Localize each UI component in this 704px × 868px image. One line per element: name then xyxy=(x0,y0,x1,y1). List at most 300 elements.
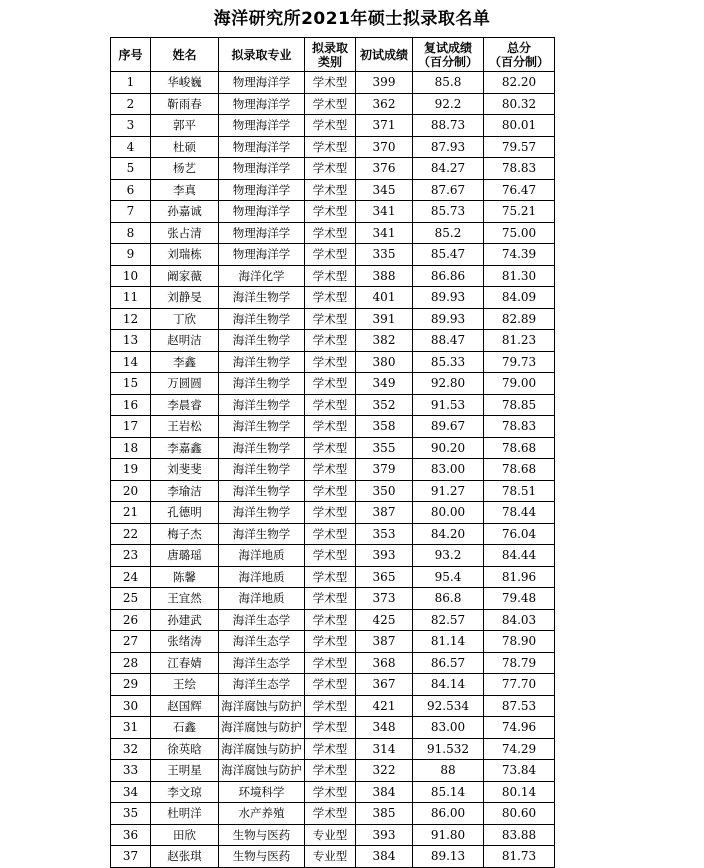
cell-initial-score: 384 xyxy=(356,846,413,868)
header-retest-score: 复试成绩 （百分制） xyxy=(413,38,484,72)
admission-table xyxy=(110,37,555,868)
table-row xyxy=(111,480,555,502)
cell-major: 海洋化学 xyxy=(219,265,305,287)
cell-type: 专业型 xyxy=(305,846,356,868)
cell-retest-score: 81.14 xyxy=(413,631,484,653)
cell-name: 刘静旻 xyxy=(151,287,219,309)
cell-type: 学术型 xyxy=(305,437,356,459)
cell-retest-score: 93.2 xyxy=(413,545,484,567)
cell-index: 33 xyxy=(111,760,151,782)
cell-retest-score: 91.53 xyxy=(413,394,484,416)
cell-type: 学术型 xyxy=(305,287,356,309)
cell-retest-score: 92.80 xyxy=(413,373,484,395)
cell-major: 海洋生物学 xyxy=(219,523,305,545)
cell-type: 学术型 xyxy=(305,308,356,330)
cell-index: 2 xyxy=(111,93,151,115)
cell-total-score: 84.03 xyxy=(484,609,555,631)
cell-index: 12 xyxy=(111,308,151,330)
cell-type: 学术型 xyxy=(305,179,356,201)
cell-initial-score: 367 xyxy=(356,674,413,696)
cell-type: 学术型 xyxy=(305,566,356,588)
cell-type: 学术型 xyxy=(305,717,356,739)
cell-name: 万圆圆 xyxy=(151,373,219,395)
cell-initial-score: 368 xyxy=(356,652,413,674)
cell-total-score: 79.00 xyxy=(484,373,555,395)
cell-major: 物理海洋学 xyxy=(219,115,305,137)
cell-major: 海洋生物学 xyxy=(219,416,305,438)
table-row xyxy=(111,72,555,94)
cell-major: 海洋生物学 xyxy=(219,502,305,524)
cell-name: 刘斐斐 xyxy=(151,459,219,481)
table-row xyxy=(111,158,555,180)
cell-initial-score: 382 xyxy=(356,330,413,352)
cell-retest-score: 89.13 xyxy=(413,846,484,868)
cell-initial-score: 314 xyxy=(356,738,413,760)
cell-name: 江春婧 xyxy=(151,652,219,674)
cell-major: 物理海洋学 xyxy=(219,158,305,180)
table-row xyxy=(111,502,555,524)
cell-major: 海洋腐蚀与防护 xyxy=(219,760,305,782)
cell-index: 1 xyxy=(111,72,151,94)
cell-major: 物理海洋学 xyxy=(219,136,305,158)
cell-retest-score: 88 xyxy=(413,760,484,782)
cell-type: 学术型 xyxy=(305,330,356,352)
cell-index: 32 xyxy=(111,738,151,760)
cell-name: 赵明洁 xyxy=(151,330,219,352)
cell-type: 学术型 xyxy=(305,265,356,287)
table-row xyxy=(111,179,555,201)
cell-total-score: 81.23 xyxy=(484,330,555,352)
cell-retest-score: 86.00 xyxy=(413,803,484,825)
cell-initial-score: 376 xyxy=(356,158,413,180)
cell-total-score: 81.73 xyxy=(484,846,555,868)
cell-type: 学术型 xyxy=(305,523,356,545)
table-row xyxy=(111,781,555,803)
cell-type: 学术型 xyxy=(305,136,356,158)
cell-total-score: 80.60 xyxy=(484,803,555,825)
cell-index: 35 xyxy=(111,803,151,825)
cell-initial-score: 322 xyxy=(356,760,413,782)
cell-retest-score: 83.00 xyxy=(413,459,484,481)
cell-type: 学术型 xyxy=(305,158,356,180)
table-row xyxy=(111,545,555,567)
cell-name: 杜明洋 xyxy=(151,803,219,825)
cell-major: 海洋生态学 xyxy=(219,609,305,631)
table-body xyxy=(111,72,555,868)
table-row xyxy=(111,760,555,782)
cell-retest-score: 87.67 xyxy=(413,179,484,201)
cell-total-score: 78.90 xyxy=(484,631,555,653)
header-index: 序号 xyxy=(111,38,151,72)
cell-index: 20 xyxy=(111,480,151,502)
cell-total-score: 79.48 xyxy=(484,588,555,610)
table-row xyxy=(111,287,555,309)
cell-name: 华峻巍 xyxy=(151,72,219,94)
cell-type: 学术型 xyxy=(305,781,356,803)
cell-total-score: 78.83 xyxy=(484,416,555,438)
cell-index: 29 xyxy=(111,674,151,696)
table-row xyxy=(111,244,555,266)
cell-total-score: 76.47 xyxy=(484,179,555,201)
cell-total-score: 78.79 xyxy=(484,652,555,674)
cell-index: 18 xyxy=(111,437,151,459)
cell-type: 学术型 xyxy=(305,244,356,266)
cell-initial-score: 391 xyxy=(356,308,413,330)
cell-total-score: 80.14 xyxy=(484,781,555,803)
cell-initial-score: 373 xyxy=(356,588,413,610)
cell-type: 学术型 xyxy=(305,609,356,631)
cell-major: 水产养殖 xyxy=(219,803,305,825)
cell-index: 36 xyxy=(111,824,151,846)
cell-index: 24 xyxy=(111,566,151,588)
header-name: 姓名 xyxy=(151,38,219,72)
cell-index: 26 xyxy=(111,609,151,631)
table-row xyxy=(111,265,555,287)
cell-retest-score: 88.47 xyxy=(413,330,484,352)
cell-type: 学术型 xyxy=(305,394,356,416)
cell-total-score: 84.44 xyxy=(484,545,555,567)
cell-initial-score: 388 xyxy=(356,265,413,287)
cell-retest-score: 85.2 xyxy=(413,222,484,244)
cell-total-score: 82.20 xyxy=(484,72,555,94)
cell-retest-score: 91.27 xyxy=(413,480,484,502)
table-header-row xyxy=(111,38,555,72)
cell-total-score: 75.00 xyxy=(484,222,555,244)
cell-index: 21 xyxy=(111,502,151,524)
cell-name: 李真 xyxy=(151,179,219,201)
cell-type: 学术型 xyxy=(305,93,356,115)
cell-retest-score: 88.73 xyxy=(413,115,484,137)
cell-major: 海洋生物学 xyxy=(219,480,305,502)
cell-major: 生物与医药 xyxy=(219,846,305,868)
cell-index: 27 xyxy=(111,631,151,653)
cell-name: 赵张琪 xyxy=(151,846,219,868)
cell-initial-score: 350 xyxy=(356,480,413,502)
cell-retest-score: 84.27 xyxy=(413,158,484,180)
cell-major: 海洋生物学 xyxy=(219,308,305,330)
cell-major: 海洋腐蚀与防护 xyxy=(219,695,305,717)
cell-major: 海洋生物学 xyxy=(219,437,305,459)
cell-name: 孔德明 xyxy=(151,502,219,524)
cell-name: 赵国辉 xyxy=(151,695,219,717)
cell-total-score: 81.30 xyxy=(484,265,555,287)
cell-total-score: 78.51 xyxy=(484,480,555,502)
cell-initial-score: 349 xyxy=(356,373,413,395)
cell-retest-score: 86.86 xyxy=(413,265,484,287)
cell-name: 杜硕 xyxy=(151,136,219,158)
cell-major: 海洋生物学 xyxy=(219,373,305,395)
cell-major: 海洋生态学 xyxy=(219,631,305,653)
cell-major: 物理海洋学 xyxy=(219,201,305,223)
cell-initial-score: 365 xyxy=(356,566,413,588)
page-title: 海洋研究所2021年硕士拟录取名单 xyxy=(213,9,491,29)
cell-initial-score: 399 xyxy=(356,72,413,94)
table-row xyxy=(111,93,555,115)
cell-major: 物理海洋学 xyxy=(219,179,305,201)
cell-index: 11 xyxy=(111,287,151,309)
cell-index: 14 xyxy=(111,351,151,373)
cell-major: 海洋地质 xyxy=(219,545,305,567)
cell-name: 李文琼 xyxy=(151,781,219,803)
cell-index: 4 xyxy=(111,136,151,158)
cell-initial-score: 341 xyxy=(356,222,413,244)
cell-type: 学术型 xyxy=(305,459,356,481)
cell-total-score: 78.68 xyxy=(484,437,555,459)
cell-index: 8 xyxy=(111,222,151,244)
cell-retest-score: 86.8 xyxy=(413,588,484,610)
cell-major: 海洋腐蚀与防护 xyxy=(219,717,305,739)
cell-major: 海洋生物学 xyxy=(219,394,305,416)
cell-index: 22 xyxy=(111,523,151,545)
cell-name: 李鑫 xyxy=(151,351,219,373)
table-row xyxy=(111,631,555,653)
cell-retest-score: 87.93 xyxy=(413,136,484,158)
cell-major: 物理海洋学 xyxy=(219,93,305,115)
cell-initial-score: 393 xyxy=(356,545,413,567)
cell-name: 李晨睿 xyxy=(151,394,219,416)
cell-major: 物理海洋学 xyxy=(219,72,305,94)
table-row xyxy=(111,373,555,395)
cell-major: 物理海洋学 xyxy=(219,244,305,266)
cell-initial-score: 384 xyxy=(356,781,413,803)
cell-initial-score: 371 xyxy=(356,115,413,137)
cell-total-score: 74.39 xyxy=(484,244,555,266)
cell-type: 学术型 xyxy=(305,373,356,395)
cell-type: 学术型 xyxy=(305,502,356,524)
table-row xyxy=(111,437,555,459)
table-row xyxy=(111,609,555,631)
cell-retest-score: 91.80 xyxy=(413,824,484,846)
cell-index: 3 xyxy=(111,115,151,137)
cell-type: 学术型 xyxy=(305,803,356,825)
table-row xyxy=(111,738,555,760)
cell-type: 学术型 xyxy=(305,351,356,373)
cell-major: 海洋生物学 xyxy=(219,287,305,309)
cell-index: 30 xyxy=(111,695,151,717)
cell-total-score: 80.01 xyxy=(484,115,555,137)
cell-name: 靳雨春 xyxy=(151,93,219,115)
cell-name: 郭平 xyxy=(151,115,219,137)
cell-major: 海洋生态学 xyxy=(219,674,305,696)
cell-index: 6 xyxy=(111,179,151,201)
cell-major: 海洋生物学 xyxy=(219,351,305,373)
cell-index: 16 xyxy=(111,394,151,416)
cell-major: 海洋生物学 xyxy=(219,330,305,352)
cell-initial-score: 358 xyxy=(356,416,413,438)
cell-retest-score: 84.20 xyxy=(413,523,484,545)
cell-index: 15 xyxy=(111,373,151,395)
header-total-score: 总分 （百分制） xyxy=(484,38,555,72)
table-row xyxy=(111,416,555,438)
cell-index: 9 xyxy=(111,244,151,266)
cell-total-score: 79.57 xyxy=(484,136,555,158)
cell-initial-score: 379 xyxy=(356,459,413,481)
cell-name: 孙建武 xyxy=(151,609,219,631)
cell-name: 杨艺 xyxy=(151,158,219,180)
cell-total-score: 84.09 xyxy=(484,287,555,309)
cell-retest-score: 85.47 xyxy=(413,244,484,266)
cell-total-score: 80.32 xyxy=(484,93,555,115)
cell-name: 王宜然 xyxy=(151,588,219,610)
cell-initial-score: 387 xyxy=(356,631,413,653)
cell-total-score: 79.73 xyxy=(484,351,555,373)
cell-name: 李瑜洁 xyxy=(151,480,219,502)
cell-initial-score: 425 xyxy=(356,609,413,631)
cell-major: 生物与医药 xyxy=(219,824,305,846)
table-row xyxy=(111,566,555,588)
cell-total-score: 87.53 xyxy=(484,695,555,717)
cell-major: 海洋生态学 xyxy=(219,652,305,674)
cell-name: 梅子杰 xyxy=(151,523,219,545)
cell-retest-score: 95.4 xyxy=(413,566,484,588)
header-initial-score: 初试成绩 xyxy=(356,38,413,72)
cell-type: 学术型 xyxy=(305,416,356,438)
cell-retest-score: 80.00 xyxy=(413,502,484,524)
cell-major: 物理海洋学 xyxy=(219,222,305,244)
cell-name: 陈馨 xyxy=(151,566,219,588)
cell-name: 李嘉鑫 xyxy=(151,437,219,459)
cell-retest-score: 86.57 xyxy=(413,652,484,674)
cell-type: 学术型 xyxy=(305,674,356,696)
cell-total-score: 78.44 xyxy=(484,502,555,524)
cell-initial-score: 335 xyxy=(356,244,413,266)
cell-major: 海洋生物学 xyxy=(219,459,305,481)
cell-initial-score: 353 xyxy=(356,523,413,545)
table-row xyxy=(111,351,555,373)
cell-type: 学术型 xyxy=(305,480,356,502)
cell-type: 学术型 xyxy=(305,201,356,223)
cell-major: 海洋腐蚀与防护 xyxy=(219,738,305,760)
cell-retest-score: 83.00 xyxy=(413,717,484,739)
cell-initial-score: 370 xyxy=(356,136,413,158)
table-row xyxy=(111,824,555,846)
cell-initial-score: 421 xyxy=(356,695,413,717)
cell-total-score: 76.04 xyxy=(484,523,555,545)
cell-name: 田欣 xyxy=(151,824,219,846)
cell-name: 唐璐瑶 xyxy=(151,545,219,567)
cell-major: 海洋地质 xyxy=(219,588,305,610)
cell-index: 13 xyxy=(111,330,151,352)
cell-retest-score: 85.14 xyxy=(413,781,484,803)
table-row xyxy=(111,846,555,868)
cell-index: 23 xyxy=(111,545,151,567)
cell-retest-score: 84.14 xyxy=(413,674,484,696)
cell-total-score: 78.83 xyxy=(484,158,555,180)
cell-retest-score: 91.532 xyxy=(413,738,484,760)
cell-type: 学术型 xyxy=(305,631,356,653)
cell-type: 学术型 xyxy=(305,738,356,760)
table-row xyxy=(111,803,555,825)
cell-name: 张绪涛 xyxy=(151,631,219,653)
cell-index: 37 xyxy=(111,846,151,868)
cell-index: 28 xyxy=(111,652,151,674)
table-row xyxy=(111,523,555,545)
table-row xyxy=(111,222,555,244)
cell-index: 10 xyxy=(111,265,151,287)
cell-initial-score: 345 xyxy=(356,179,413,201)
header-major: 拟录取专业 xyxy=(219,38,305,72)
cell-major: 海洋地质 xyxy=(219,566,305,588)
cell-retest-score: 85.73 xyxy=(413,201,484,223)
cell-initial-score: 348 xyxy=(356,717,413,739)
table-row xyxy=(111,459,555,481)
cell-index: 25 xyxy=(111,588,151,610)
cell-retest-score: 89.93 xyxy=(413,308,484,330)
cell-name: 石鑫 xyxy=(151,717,219,739)
table-row xyxy=(111,695,555,717)
header-type: 拟录取 类别 xyxy=(305,38,356,72)
cell-name: 王岩松 xyxy=(151,416,219,438)
cell-index: 31 xyxy=(111,717,151,739)
cell-retest-score: 85.8 xyxy=(413,72,484,94)
cell-retest-score: 92.534 xyxy=(413,695,484,717)
table-row xyxy=(111,394,555,416)
cell-retest-score: 92.2 xyxy=(413,93,484,115)
cell-name: 王明星 xyxy=(151,760,219,782)
cell-retest-score: 90.20 xyxy=(413,437,484,459)
cell-name: 阚家薇 xyxy=(151,265,219,287)
cell-type: 学术型 xyxy=(305,652,356,674)
cell-index: 5 xyxy=(111,158,151,180)
table-row xyxy=(111,136,555,158)
cell-index: 19 xyxy=(111,459,151,481)
cell-initial-score: 401 xyxy=(356,287,413,309)
cell-type: 学术型 xyxy=(305,760,356,782)
cell-total-score: 81.96 xyxy=(484,566,555,588)
cell-index: 34 xyxy=(111,781,151,803)
cell-name: 张占清 xyxy=(151,222,219,244)
cell-index: 17 xyxy=(111,416,151,438)
table-row xyxy=(111,717,555,739)
cell-type: 学术型 xyxy=(305,115,356,137)
cell-type: 学术型 xyxy=(305,545,356,567)
cell-total-score: 82.89 xyxy=(484,308,555,330)
cell-name: 王绘 xyxy=(151,674,219,696)
cell-initial-score: 393 xyxy=(356,824,413,846)
table-row xyxy=(111,588,555,610)
cell-initial-score: 362 xyxy=(356,93,413,115)
table-row xyxy=(111,308,555,330)
cell-initial-score: 355 xyxy=(356,437,413,459)
cell-initial-score: 352 xyxy=(356,394,413,416)
table-row xyxy=(111,115,555,137)
cell-retest-score: 89.67 xyxy=(413,416,484,438)
cell-type: 专业型 xyxy=(305,824,356,846)
cell-total-score: 78.68 xyxy=(484,459,555,481)
cell-type: 学术型 xyxy=(305,222,356,244)
cell-type: 学术型 xyxy=(305,588,356,610)
cell-total-score: 74.29 xyxy=(484,738,555,760)
cell-initial-score: 341 xyxy=(356,201,413,223)
cell-retest-score: 89.93 xyxy=(413,287,484,309)
table-row xyxy=(111,674,555,696)
cell-index: 7 xyxy=(111,201,151,223)
cell-type: 学术型 xyxy=(305,695,356,717)
table-row xyxy=(111,330,555,352)
cell-total-score: 78.85 xyxy=(484,394,555,416)
cell-name: 刘瑞栋 xyxy=(151,244,219,266)
cell-total-score: 74.96 xyxy=(484,717,555,739)
cell-total-score: 77.70 xyxy=(484,674,555,696)
cell-total-score: 73.84 xyxy=(484,760,555,782)
cell-initial-score: 380 xyxy=(356,351,413,373)
cell-initial-score: 387 xyxy=(356,502,413,524)
cell-name: 丁欣 xyxy=(151,308,219,330)
cell-total-score: 75.21 xyxy=(484,201,555,223)
cell-retest-score: 82.57 xyxy=(413,609,484,631)
cell-major: 环境科学 xyxy=(219,781,305,803)
cell-total-score: 83.88 xyxy=(484,824,555,846)
